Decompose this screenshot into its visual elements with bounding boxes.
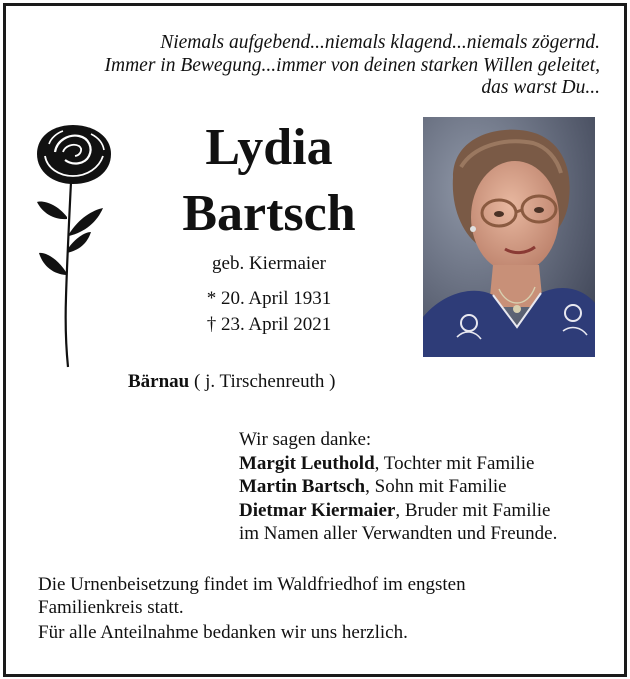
last-name: Bartsch xyxy=(182,185,356,242)
place-town: Bärnau xyxy=(128,371,190,392)
footer-notice xyxy=(38,574,466,645)
thanks-block xyxy=(239,428,557,546)
mourner-line xyxy=(239,499,557,523)
first-name: Lydia xyxy=(205,119,333,176)
mourner-name: Dietmar Kiermaier xyxy=(239,499,396,521)
footer-line: Für alle Anteilnahme bedanken wir uns herzlich. xyxy=(38,622,408,643)
place-line xyxy=(128,371,335,393)
mourner-name: Martin Bartsch xyxy=(239,476,366,497)
motto-verse xyxy=(105,32,601,100)
rose-icon xyxy=(33,122,117,370)
mourner-name: Margit Leuthold xyxy=(239,452,375,474)
footer-line: Die Urnenbeisetzung findet im Waldfriedhof im engsten xyxy=(38,574,466,595)
birth-date: * 20. April 1931 xyxy=(206,288,332,309)
death-date: † 23. April 2021 xyxy=(206,314,332,335)
mourner-line xyxy=(239,475,557,499)
motto-line: das warst Du... xyxy=(481,77,600,98)
portrait-photo xyxy=(423,117,595,357)
footer-line: Familienkreis statt. xyxy=(38,596,184,618)
mourner-relation: , Tochter mit Familie xyxy=(374,452,535,474)
thanks-heading: Wir sagen danke: xyxy=(239,429,372,450)
thanks-closing: im Namen aller Verwandten und Freunde. xyxy=(239,523,558,544)
motto-line: Immer in Bewegung...immer von deinen starken Willen geleitet, xyxy=(104,54,600,76)
maiden-name: geb. Kiermaier xyxy=(212,253,326,274)
mourner-line xyxy=(239,452,557,476)
mourner-relation: , Sohn mit Familie xyxy=(365,476,507,497)
place-district: ( j. Tirschenreuth ) xyxy=(189,371,336,392)
motto-line: Niemals aufgebend...niemals klagend...niemals zögernd. xyxy=(160,32,600,53)
mourner-relation: , Bruder mit Familie xyxy=(395,499,551,521)
